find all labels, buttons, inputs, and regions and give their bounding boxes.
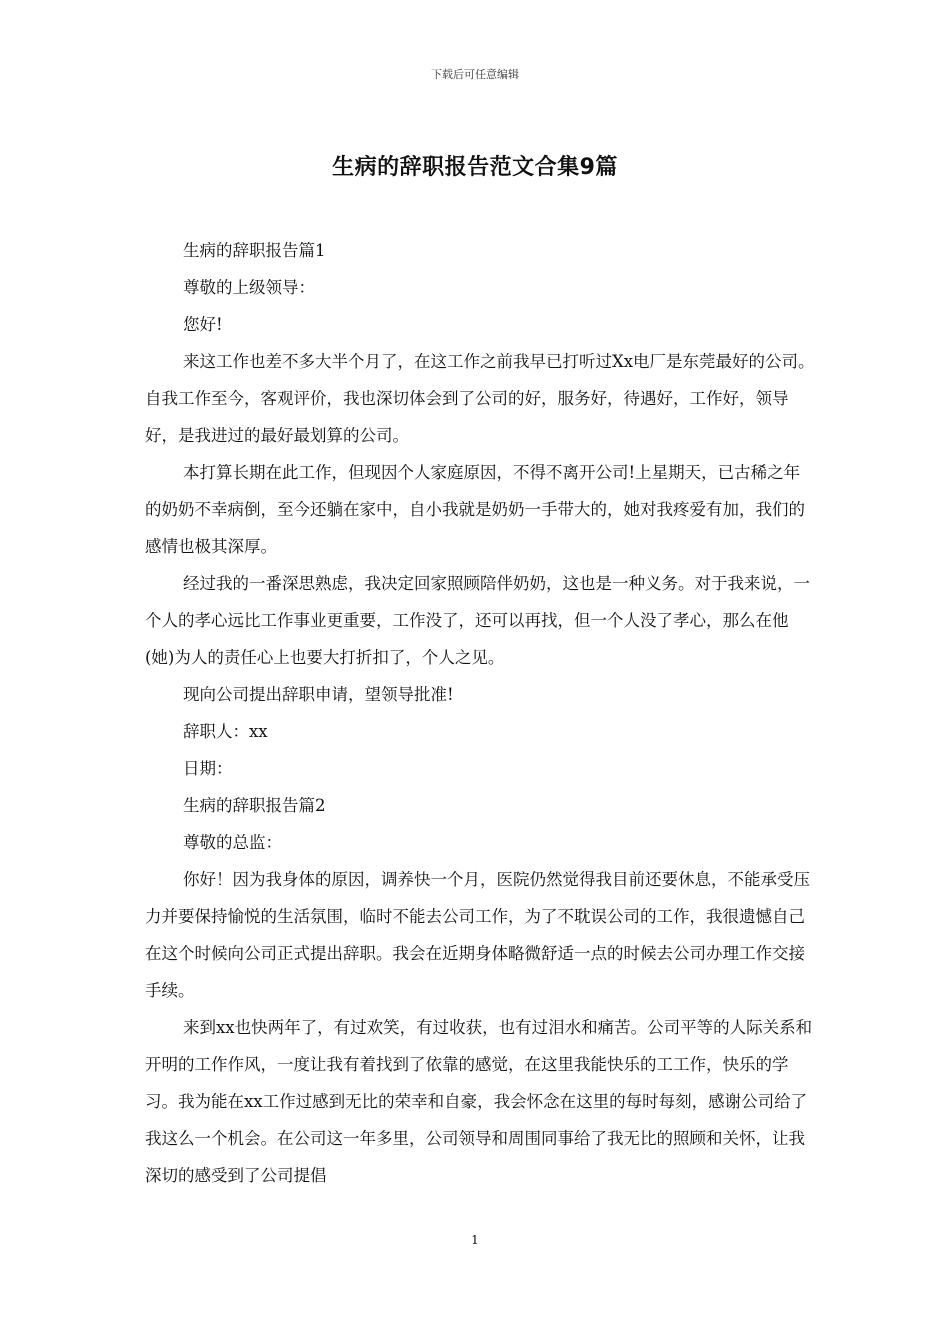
body-paragraph: 来这工作也差不多大半个月了，在这工作之前我早已打听过Xx电厂是东莞最好的公司。自我工作至今，客观评价，我也深切体会到了公司的好，服务好，待遇好，工作好，领导好，是我进过的最好最划算的公司。 — [145, 352, 815, 445]
request-line: 现向公司提出辞职申请，望领导批准! — [183, 685, 454, 704]
section-heading-1: 生病的辞职报告篇1 — [183, 241, 326, 260]
body-paragraph: 本打算长期在此工作，但现因个人家庭原因，不得不离开公司!上星期天，已古稀之年的奶奶不幸病倒，至今还躺在家中，自小我就是奶奶一手带大的，她对我疼爱有加，我们的感情也极其深厚。 — [145, 463, 805, 556]
document-body — [145, 232, 815, 1194]
section-heading-2: 生病的辞职报告篇2 — [183, 796, 326, 815]
body-paragraph: 来到xx也快两年了，有过欢笑，有过收获，也有过泪水和痛苦。公司平等的人际关系和开明的工作作风，一度让我有着找到了依靠的感觉，在这里我能快乐的工工作，快乐的学习。我为能在xx工作过感到无比的荣幸和自豪，我会怀念在这里的每时每刻，感谢公司给了我这么一个机会。在公司这一年多里，公司领导和周围同事给了我无比的照顾和关怀，让我深切的感受到了公司提倡 — [145, 1018, 813, 1185]
header-note: 下载后可任意编辑 — [431, 68, 519, 81]
salutation-2: 尊敬的总监： — [183, 833, 282, 852]
greeting-1: 您好! — [183, 315, 223, 334]
page-number: 1 — [471, 1233, 479, 1247]
salutation-1: 尊敬的上级领导： — [183, 278, 315, 297]
signature-line: 辞职人：xx — [183, 722, 268, 741]
document-title: 生病的辞职报告范文合集9篇 — [332, 155, 618, 180]
body-paragraph: 你好！因为我身体的原因，调养快一个月，医院仍然觉得我目前还要休息，不能承受压力并要保持愉悦的生活氛围，临时不能去公司工作，为了不耽误公司的工作，我很遗憾自己在这个时候向公司正式提出辞职。我会在近期身体略微舒适一点的时候去公司办理工作交接手续。 — [145, 870, 810, 1000]
body-paragraph: 经过我的一番深思熟虑，我决定回家照顾陪伴奶奶，这也是一种义务。对于我来说，一个人的孝心远比工作事业更重要，工作没了，还可以再找，但一个人没了孝心，那么在他(她)为人的责任心上也要大打折扣了，个人之见。 — [145, 574, 810, 667]
date-line: 日期： — [183, 759, 233, 778]
